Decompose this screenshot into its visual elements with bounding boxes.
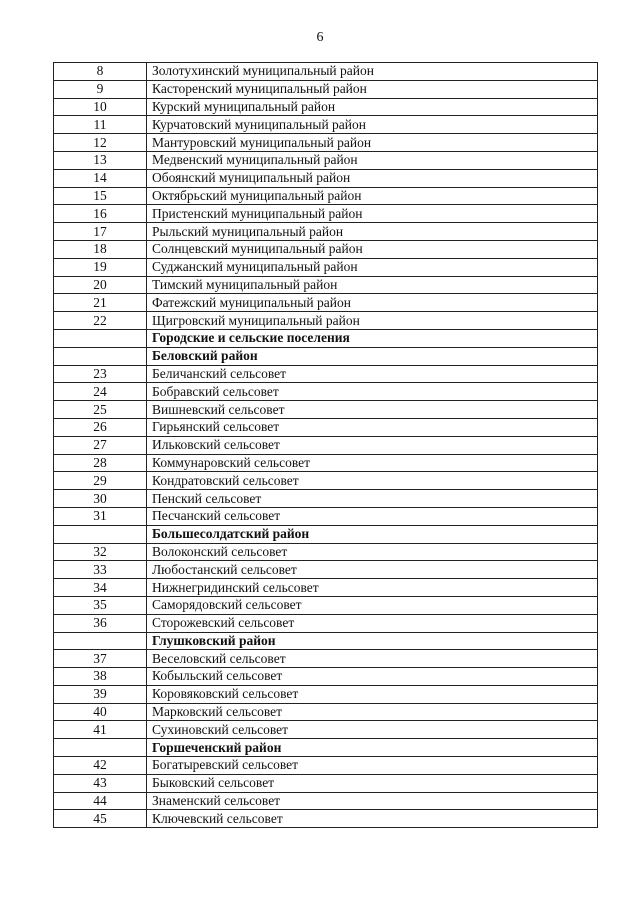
table-row [54,757,598,775]
row-number: 36 [54,614,147,632]
table-row [54,703,598,721]
section-title: Городские и сельские поселения [147,329,598,347]
table-row [54,436,598,454]
row-number: 10 [54,98,147,116]
row-number: 20 [54,276,147,294]
table-row [54,418,598,436]
row-number: 30 [54,490,147,508]
row-number: 34 [54,579,147,597]
table-row [54,596,598,614]
municipality-name: Песчанский сельсовет [147,507,598,525]
municipality-name: Фатежский муниципальный район [147,294,598,312]
municipality-name: Беличанский сельсовет [147,365,598,383]
municipality-name: Ключевский сельсовет [147,810,598,828]
row-number: 11 [54,116,147,134]
row-number [54,329,147,347]
row-number: 40 [54,703,147,721]
section-title: Глушковский район [147,632,598,650]
row-number: 43 [54,774,147,792]
municipality-name: Коммунаровский сельсовет [147,454,598,472]
table-row [54,276,598,294]
table-row [54,490,598,508]
municipality-name: Пристенский муниципальный район [147,205,598,223]
municipality-name: Щигровский муниципальный район [147,312,598,330]
municipality-name: Быковский сельсовет [147,774,598,792]
table-row [54,561,598,579]
municipality-name: Марковский сельсовет [147,703,598,721]
section-header-row [54,739,598,757]
section-header-row [54,329,598,347]
row-number: 42 [54,757,147,775]
row-number: 21 [54,294,147,312]
table-row [54,685,598,703]
municipality-name: Бобравский сельсовет [147,383,598,401]
table-row [54,810,598,828]
row-number: 37 [54,650,147,668]
row-number: 13 [54,151,147,169]
row-number: 32 [54,543,147,561]
row-number: 17 [54,223,147,241]
municipality-name: Суджанский муниципальный район [147,258,598,276]
municipality-name: Сторожевский сельсовет [147,614,598,632]
section-header-row [54,632,598,650]
row-number: 26 [54,418,147,436]
table-row [54,294,598,312]
table-row [54,507,598,525]
municipality-name: Пенский сельсовет [147,490,598,508]
row-number: 38 [54,668,147,686]
municipality-name: Гирьянский сельсовет [147,418,598,436]
table-row [54,205,598,223]
municipality-name: Солнцевский муниципальный район [147,240,598,258]
row-number: 22 [54,312,147,330]
municipality-name: Золотухинский муниципальный район [147,63,598,81]
municipality-name: Обоянский муниципальный район [147,169,598,187]
row-number [54,525,147,543]
table-row [54,98,598,116]
municipality-name: Волоконский сельсовет [147,543,598,561]
row-number: 31 [54,507,147,525]
municipality-name: Мантуровский муниципальный район [147,134,598,152]
row-number: 39 [54,685,147,703]
table-row [54,454,598,472]
table-body [54,63,598,828]
table-row [54,650,598,668]
table-row [54,668,598,686]
municipality-name: Нижнегридинский сельсовет [147,579,598,597]
row-number: 41 [54,721,147,739]
municipality-name: Курский муниципальный район [147,98,598,116]
municipality-name: Любостанский сельсовет [147,561,598,579]
table-row [54,365,598,383]
row-number: 19 [54,258,147,276]
row-number [54,347,147,365]
municipality-name: Знаменский сельсовет [147,792,598,810]
page-number: 6 [316,30,324,45]
municipality-name: Медвенский муниципальный район [147,151,598,169]
row-number: 25 [54,401,147,419]
table-row [54,792,598,810]
row-number: 9 [54,80,147,98]
row-number: 45 [54,810,147,828]
table-row [54,258,598,276]
table-row [54,63,598,81]
table-row [54,134,598,152]
section-header-row [54,347,598,365]
row-number: 35 [54,596,147,614]
row-number: 15 [54,187,147,205]
section-title: Беловский район [147,347,598,365]
row-number [54,739,147,757]
table-row [54,543,598,561]
table-row [54,401,598,419]
municipalities-table [53,62,598,828]
row-number: 28 [54,454,147,472]
row-number: 27 [54,436,147,454]
row-number [54,632,147,650]
municipality-name: Курчатовский муниципальный район [147,116,598,134]
municipality-name: Коровяковский сельсовет [147,685,598,703]
municipality-name: Ильковский сельсовет [147,436,598,454]
section-header-row [54,525,598,543]
row-number: 23 [54,365,147,383]
municipality-name: Богатыревский сельсовет [147,757,598,775]
table-row [54,383,598,401]
municipality-name: Тимский муниципальный район [147,276,598,294]
row-number: 8 [54,63,147,81]
municipality-name: Веселовский сельсовет [147,650,598,668]
municipality-name: Октябрьский муниципальный район [147,187,598,205]
table-row [54,80,598,98]
row-number: 18 [54,240,147,258]
table-row [54,472,598,490]
row-number: 33 [54,561,147,579]
table-row [54,169,598,187]
section-title: Большесолдатский район [147,525,598,543]
row-number: 44 [54,792,147,810]
section-title: Горшеченский район [147,739,598,757]
table-row [54,579,598,597]
table-row [54,151,598,169]
table-row [54,240,598,258]
row-number: 24 [54,383,147,401]
municipality-name: Вишневский сельсовет [147,401,598,419]
municipality-name: Кондратовский сельсовет [147,472,598,490]
municipality-name: Касторенский муниципальный район [147,80,598,98]
row-number: 12 [54,134,147,152]
municipality-name: Сухиновский сельсовет [147,721,598,739]
municipality-name: Кобыльский сельсовет [147,668,598,686]
table-row [54,614,598,632]
municipality-name: Саморядовский сельсовет [147,596,598,614]
table-row [54,116,598,134]
municipality-name: Рыльский муниципальный район [147,223,598,241]
table-row [54,721,598,739]
table-row [54,774,598,792]
row-number: 16 [54,205,147,223]
table-row [54,223,598,241]
table-row [54,312,598,330]
table-row [54,187,598,205]
row-number: 14 [54,169,147,187]
row-number: 29 [54,472,147,490]
